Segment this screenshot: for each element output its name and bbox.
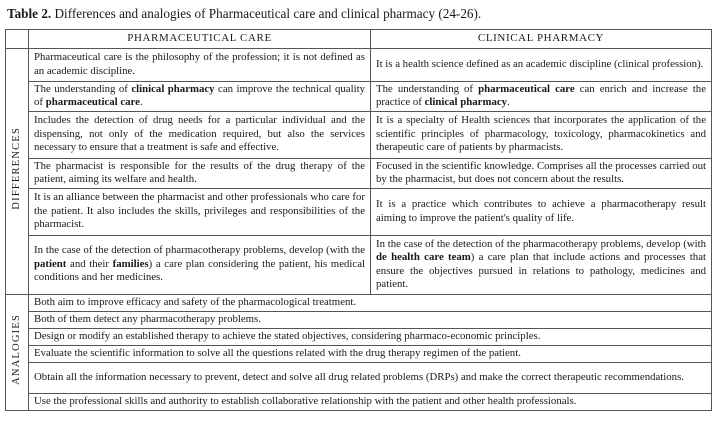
analogy-cell: Use the professional skills and authority to establish collaborative relationship with the patient and other health professionals.	[29, 393, 712, 410]
cell-text: Focused in the scientific knowledge. Comprises all the processes carried out by the pharmacist, but does not concern about the results.	[376, 159, 706, 185]
table-row	[6, 235, 712, 294]
analogy-row	[6, 345, 712, 362]
table-row	[6, 48, 712, 81]
cp-cell	[371, 235, 712, 294]
cell-bold: families	[112, 257, 149, 270]
header-row	[6, 30, 712, 49]
analogy-row	[6, 362, 712, 393]
cell-text: It is a health science defined as an academic discipline (clinical profession).	[376, 57, 704, 70]
table-row	[6, 188, 712, 235]
pc-cell	[29, 188, 371, 235]
cp-cell	[371, 81, 712, 111]
cell-bold: pharmaceutical care	[45, 96, 140, 108]
cp-cell	[371, 48, 712, 81]
analogy-cell: Evaluate the scientific information to solve all the questions related with the drug therapy regimen of the patient.	[29, 345, 712, 362]
corner-cell	[6, 30, 29, 49]
cell-text: Includes the detection of drug needs for a particular individual and the dispensing, not only of the medication required, but also the services necessary to ensure that a treatment is safe and effective.	[34, 114, 365, 154]
cell-text: can improve the technical quality of	[34, 82, 365, 108]
analogy-row	[6, 311, 712, 328]
cell-text: and their	[66, 257, 113, 270]
table-row	[6, 158, 712, 188]
cell-text: The understanding of	[376, 82, 479, 95]
analogy-cell: Design or modify an established therapy to achieve the stated objectives, considering pharmaco-economic principles.	[29, 328, 712, 345]
cell-text: The pharmacist is responsible for the results of the drug therapy of the patient, aiming its welfare and health.	[34, 159, 365, 185]
pc-cell	[29, 48, 371, 81]
caption-text: Differences and analogies of Pharmaceutical care and clinical pharmacy (24-26).	[54, 6, 482, 21]
pc-cell	[29, 111, 371, 158]
cp-cell	[371, 111, 712, 158]
cell-text: Pharmaceutical care is the philosophy of the profession; it is not defined as an academic discipline.	[34, 51, 365, 77]
caption-label: Table 2.	[7, 6, 52, 21]
analogy-cell: Both aim to improve efficacy and safety of the pharmacological treatment.	[29, 294, 712, 311]
analogy-row	[6, 294, 712, 311]
cell-bold: patient	[34, 257, 67, 270]
cell-text: It is an alliance between the pharmacist and other professionals who care for the patient. It also includes the skills, privileges and responsibilities of the pharmacist.	[34, 191, 365, 231]
cell-text: In the case of the detection of pharmacotherapy problems, develop (with the	[34, 244, 365, 257]
analogy-cell: Obtain all the information necessary to prevent, detect and solve all drug related problems (DRPs) and make the correct therapeutic recommendations.	[29, 362, 712, 393]
cell-text: It is a specialty of Health sciences that incorporates the application of the scientific principles of pharmacology, toxicology, pharmacokinetics and therapeutic care of patients by pharmacists.	[376, 114, 706, 154]
cell-bold: de health care team	[376, 251, 471, 263]
cell-bold: pharmaceutical care	[478, 82, 575, 95]
table-row	[6, 81, 712, 111]
cp-cell	[371, 158, 712, 188]
cell-text: can enrich and increase the practice of	[376, 82, 706, 108]
cell-text: It is a practice which contributes to achieve a pharmacotherapy result aiming to improve the patient's quality of life.	[376, 198, 706, 224]
analogies-section	[6, 294, 29, 410]
pc-cell	[29, 81, 371, 111]
header-clinical-pharmacy: CLINICAL PHARMACY	[371, 30, 712, 49]
cell-text: The understanding of	[34, 82, 132, 95]
cp-cell	[371, 188, 712, 235]
differences-section	[6, 48, 29, 294]
cell-bold: clinical pharmacy	[424, 96, 508, 108]
analogy-cell: Both of them detect any pharmacotherapy problems.	[29, 311, 712, 328]
analogy-row	[6, 328, 712, 345]
comparison-table	[5, 29, 712, 411]
cell-text: .	[507, 96, 510, 108]
header-pharmaceutical-care: PHARMACEUTICAL CARE	[29, 30, 371, 49]
differences-label: DIFFERENCES	[11, 127, 23, 211]
cell-text: ) a care plan that include actions and processes that ensure the objectives pursued in relations to pathology, medicines and patient.	[376, 251, 706, 290]
analogy-row	[6, 393, 712, 410]
cell-bold: clinical pharmacy	[131, 82, 215, 95]
cell-text: ) a care plan considering the patient, his medical conditions and her medicines.	[34, 257, 365, 284]
cell-text: .	[139, 96, 143, 108]
pc-cell	[29, 235, 371, 294]
table-row	[6, 111, 712, 158]
cell-text: In the case of the detection of the pharmacotherapy problems, develop (with	[376, 237, 706, 250]
table-caption	[7, 5, 481, 23]
analogies-label: ANALOGIES	[11, 314, 23, 386]
pc-cell	[29, 158, 371, 188]
